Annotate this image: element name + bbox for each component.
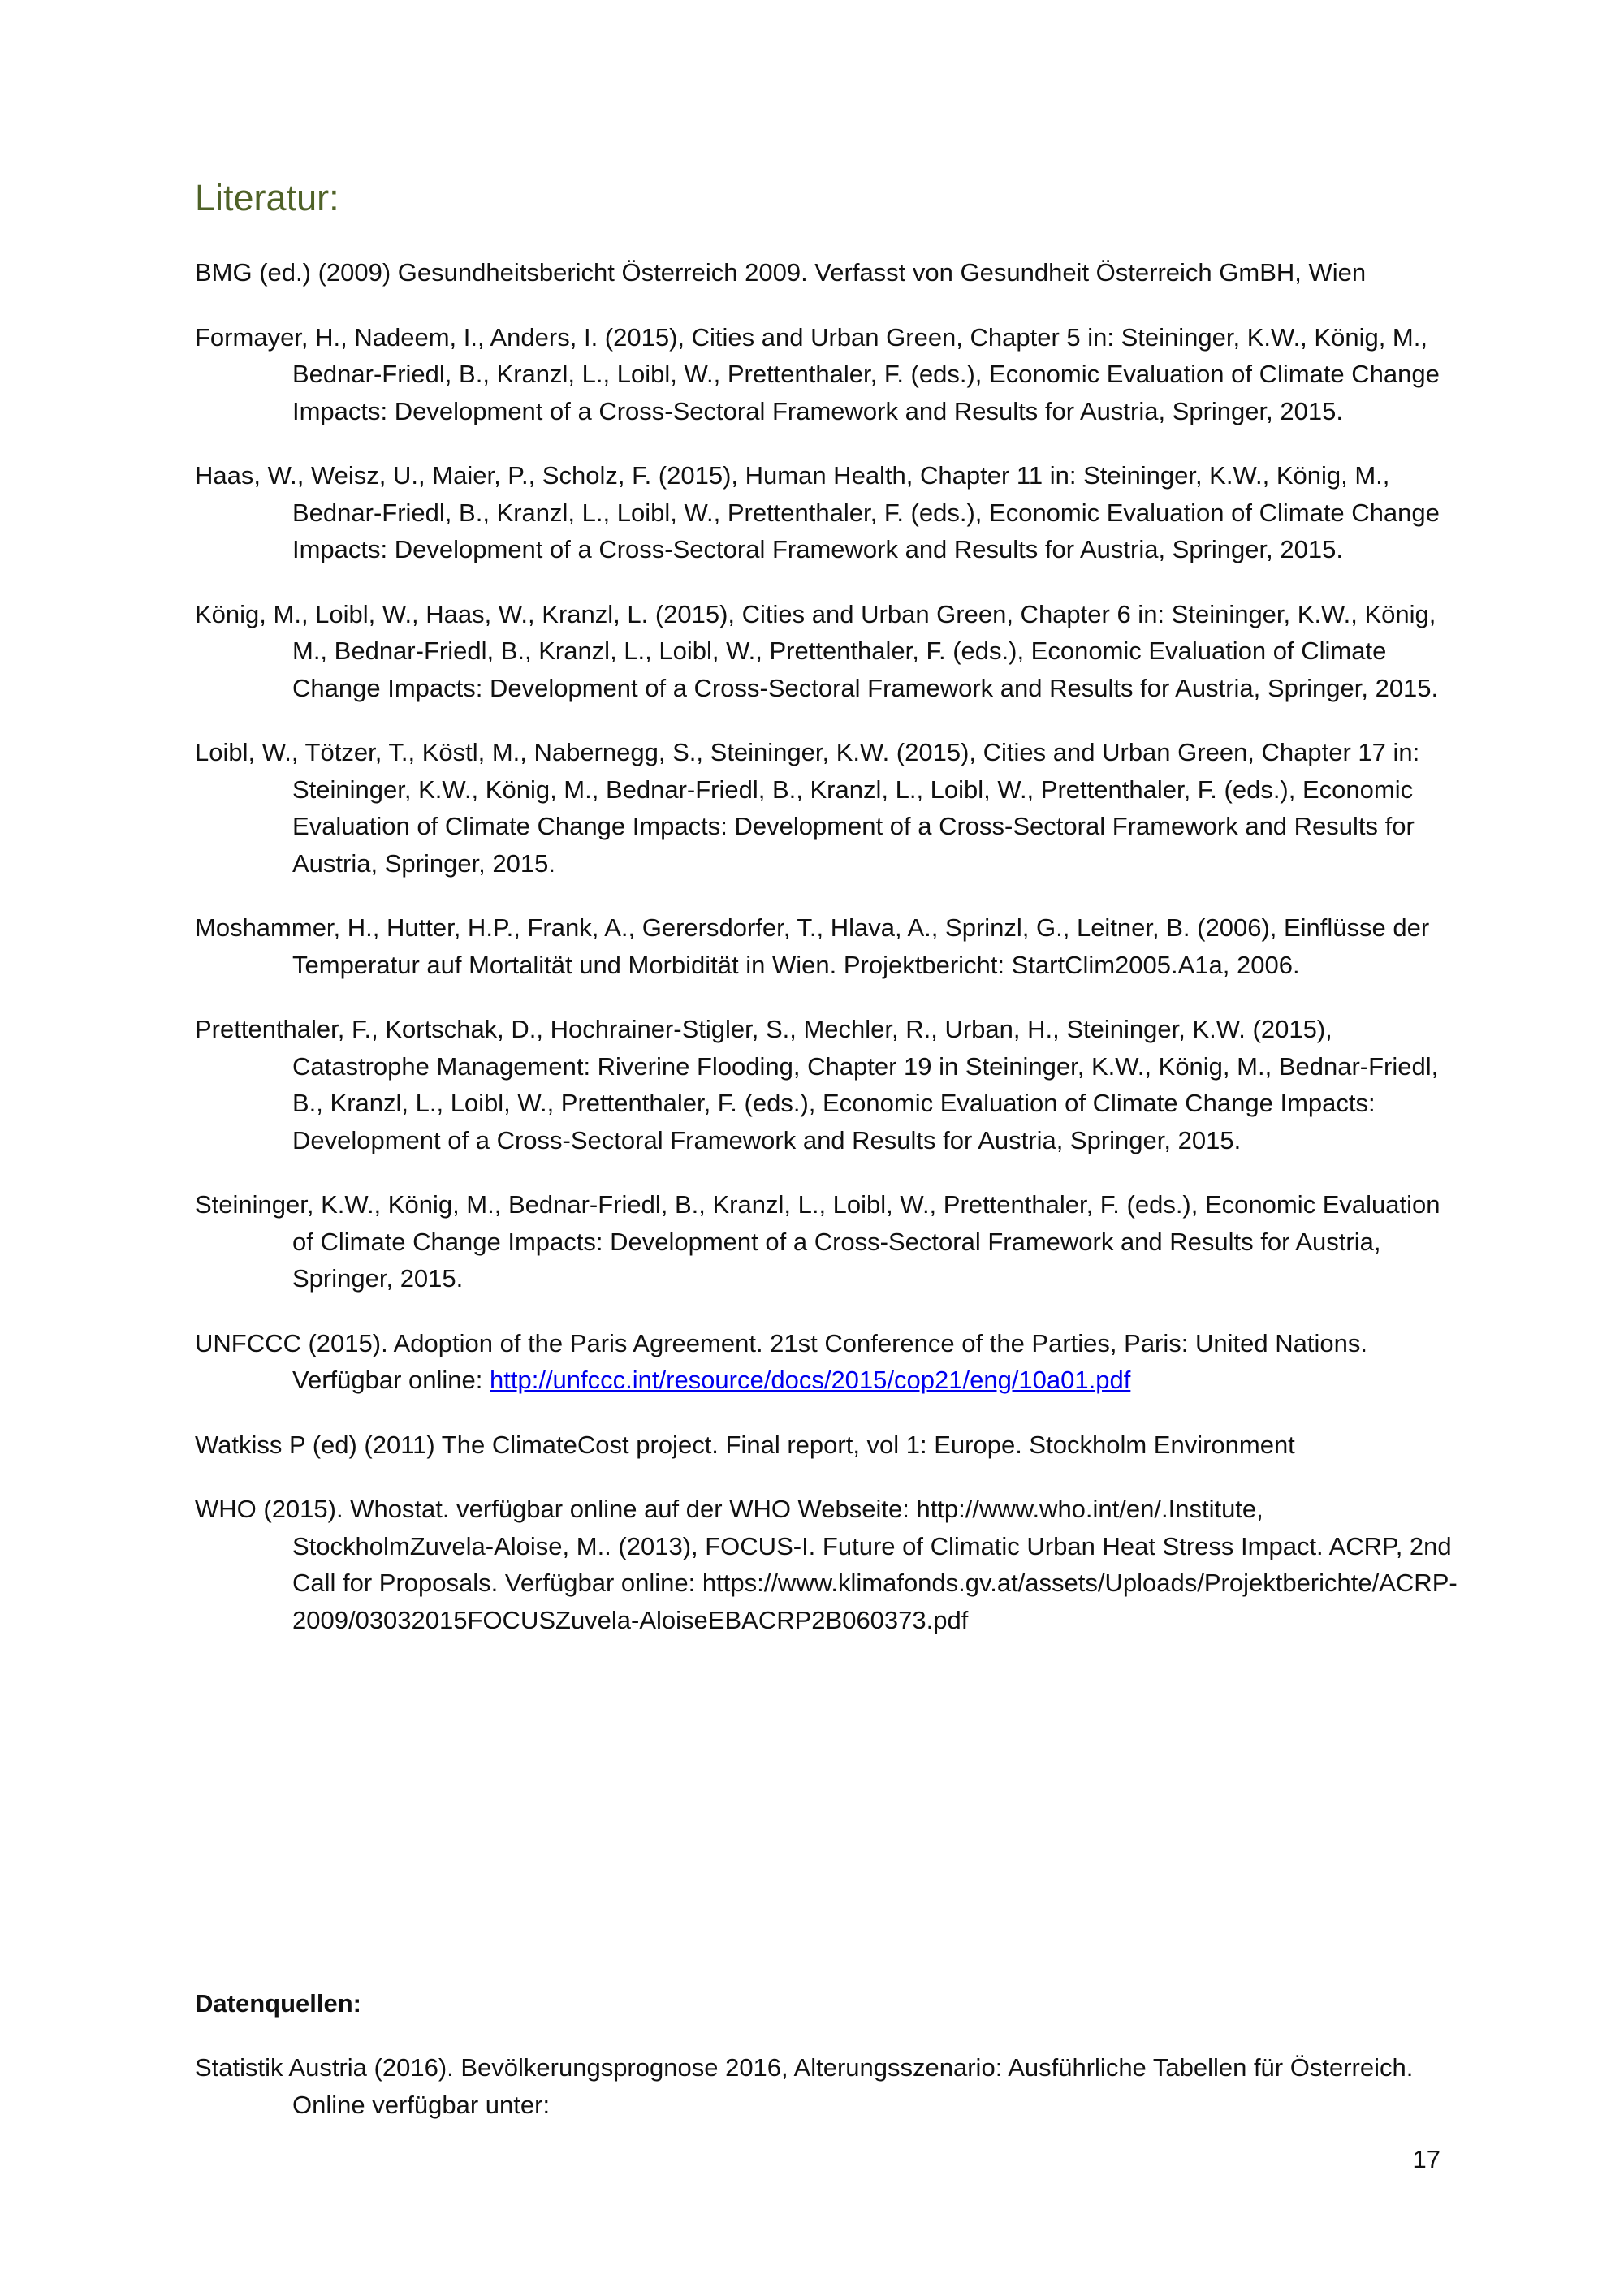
reference-item	[195, 1491, 1462, 1638]
reference-item	[195, 1186, 1462, 1297]
reference-item	[195, 1325, 1462, 1399]
reference-text: BMG (ed.) (2009) Gesundheitsbericht Österreich 2009. Verfasst von Gesundheit Österreich GmBH, Wien	[195, 258, 1367, 287]
reference-text: WHO (2015). Whostat. verfügbar online auf der WHO Webseite: http://www.who.int/en/.Institute, StockholmZuvela-Aloise, M.. (2013), FOCUS-I. Future of Climatic Urban Heat Stress Impact. ACRP, 2nd Call for Proposals. Verfügbar online: https://www.klimafonds.gv.at/assets/Uploads/Projektberichte/ACRP-2009/03032015FOCUSZuvela-AloiseEBACRP2B060373.pdf	[195, 1495, 1458, 1634]
section-heading-literature: Literatur:	[195, 177, 339, 218]
reference-text: Moshammer, H., Hutter, H.P., Frank, A., Gerersdorfer, T., Hlava, A., Sprinzl, G., Leitner, B. (2006), Einflüsse der Temperatur auf Mortalität und Morbidität in Wien. Projektbericht: StartClim2005.A1a, 2006.	[195, 913, 1430, 979]
reference-text: Haas, W., Weisz, U., Maier, P., Scholz, F. (2015), Human Health, Chapter 11 in: Steininger, K.W., König, M., Bednar-Friedl, B., Kranzl, L., Loibl, W., Prettenthaler, F. (eds.), Economic Evaluation of Climate Change Impacts: Development of a Cross-Sectoral Framework and Results for Austria, Springer, 2015.	[195, 461, 1440, 563]
reference-item	[195, 596, 1462, 707]
reference-text: Prettenthaler, F., Kortschak, D., Hochrainer-Stigler, S., Mechler, R., Urban, H., Steininger, K.W. (2015), Catastrophe Management: Riverine Flooding, Chapter 19 in Steininger, K.W., König, M., Bednar-Friedl, B., Kranzl, L., Loibl, W., Prettenthaler, F. (eds.), Economic Evaluation of Climate Change Impacts: Development of a Cross-Sectoral Framework and Results for Austria, Springer, 2015.	[195, 1015, 1439, 1154]
reference-item	[195, 254, 1462, 291]
reference-item	[195, 734, 1462, 882]
reference-text: Steininger, K.W., König, M., Bednar-Friedl, B., Kranzl, L., Loibl, W., Prettenthaler, F. (eds.), Economic Evaluation of Climate Change Impacts: Development of a Cross-Sectoral Framework and Results for Austria, Springer, 2015.	[195, 1190, 1440, 1293]
reference-item	[195, 1011, 1462, 1159]
reference-text: König, M., Loibl, W., Haas, W., Kranzl, L. (2015), Cities and Urban Green, Chapter 6 in: Steininger, K.W., König, M., Bednar-Friedl, B., Kranzl, L., Loibl, W., Prettenthaler, F. (eds.), Economic Evaluation of Climate Change Impacts: Development of a Cross-Sectoral Framework and Results for Austria, Springer, 2015.	[195, 599, 1439, 702]
unfccc-pdf-link[interactable]: http://unfccc.int/resource/docs/2015/cop21/eng/10a01.pdf	[490, 1366, 1131, 1394]
reference-text: Loibl, W., Tötzer, T., Köstl, M., Nabernegg, S., Steininger, K.W. (2015), Cities and Urban Green, Chapter 17 in: Steininger, K.W., König, M., Bednar-Friedl, B., Kranzl, L., Loibl, W., Prettenthaler, F. (eds.), Economic Evaluation of Climate Change Impacts: Development of a Cross-Sectoral Framework and Results for Austria, Springer, 2015.	[195, 738, 1420, 878]
reference-text: UNFCCC (2015). Adoption of the Paris Agreement. 21st Conference of the Parties, Paris: United Nations. Verfügbar online:	[195, 1328, 1367, 1394]
reference-text: Formayer, H., Nadeem, I., Anders, I. (2015), Cities and Urban Green, Chapter 5 in: Steininger, K.W., König, M., Bednar-Friedl, B., Kranzl, L., Loibl, W., Prettenthaler, F. (eds.), Economic Evaluation of Climate Change Impacts: Development of a Cross-Sectoral Framework and Results for Austria, Springer, 2015.	[195, 322, 1440, 425]
reference-item	[195, 319, 1462, 430]
data-source-text: Statistik Austria (2016). Bevölkerungsprognose 2016, Alterungsszenario: Ausführliche Tabellen für Österreich. Online verfügbar unter:	[195, 2053, 1414, 2119]
reference-text: Watkiss P (ed) (2011) The ClimateCost project. Final report, vol 1: Europe. Stockholm Environment	[195, 1430, 1295, 1459]
reference-item	[195, 457, 1462, 568]
reference-list	[195, 254, 1462, 1666]
page-number: 17	[1412, 2145, 1440, 2173]
data-source-list	[195, 2049, 1462, 2151]
reference-item	[195, 909, 1462, 983]
section-heading-data-sources: Datenquellen:	[195, 1989, 361, 2018]
data-source-item	[195, 2049, 1462, 2123]
reference-item	[195, 1426, 1462, 1464]
